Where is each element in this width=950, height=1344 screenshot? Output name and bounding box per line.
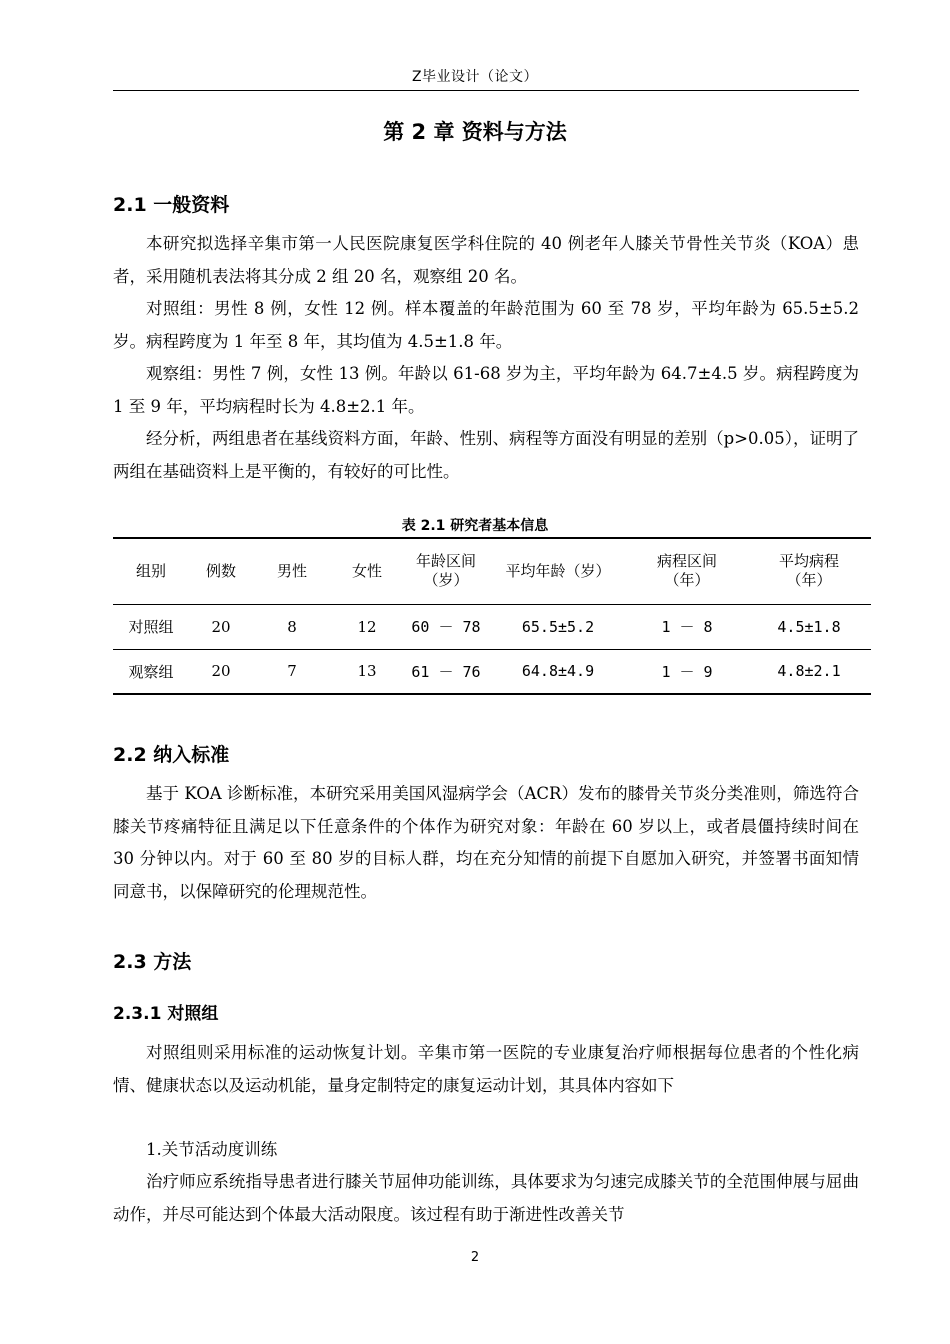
column-header: 病程区间 （年） bbox=[656, 552, 717, 590]
table-cell: 20 bbox=[211, 662, 231, 681]
section-heading-2-1: 2.1 一般资料 bbox=[113, 194, 230, 216]
running-header: Z毕业设计（论文） bbox=[411, 69, 539, 85]
subsection-heading-2-3-1: 2.3.1 对照组 bbox=[113, 1004, 219, 1024]
table-row bbox=[113, 604, 871, 649]
table-cell: 20 bbox=[211, 617, 231, 636]
subject-info-table bbox=[113, 537, 871, 695]
header-rule bbox=[113, 90, 859, 91]
table-cell: 4.5±1.8 bbox=[777, 617, 841, 636]
chapter-title: 第 2 章 资料与方法 bbox=[383, 120, 567, 144]
paragraph-control-method: 对照组则采用标准的运动恢复计划。辛集市第一医院的专业康复治疗师根据每位患者的个性化病情、健康状态以及运动机能，量身定制特定的康复运动计划，其具体内容如下 bbox=[113, 1043, 859, 1095]
column-header: 男性 bbox=[276, 561, 307, 580]
table-cell: 8 bbox=[287, 617, 297, 636]
paragraph-control-group: 对照组：男性 8 例，女性 12 例。样本覆盖的年龄范围为 60 至 78 岁，平均年龄为 65.5±5.2 岁。病程跨度为 1 年至 8 年，其均值为 4.5±1.8 年。 bbox=[113, 299, 859, 351]
column-header: 女性 bbox=[351, 561, 382, 580]
column-header: 平均病程 （年） bbox=[778, 552, 839, 590]
table-cell: 61 － 76 bbox=[411, 662, 481, 681]
section-heading-2-3: 2.3 方法 bbox=[113, 951, 192, 973]
paragraph-observation-group: 观察组：男性 7 例，女性 13 例。年龄以 61-68 岁为主，平均年龄为 64.7±4.5 岁。病程跨度为 1 至 9 年，平均病程时长为 4.8±2.1 年。 bbox=[113, 364, 859, 416]
column-header: 组别 bbox=[135, 561, 166, 580]
page-number: 2 bbox=[470, 1250, 480, 1265]
paragraph-joint-training: 治疗师应系统指导患者进行膝关节屈伸功能训练，具体要求为匀速完成膝关节的全范围伸展与屈曲动作，并尽可能达到个体最大活动限度。该过程有助于渐进性改善关节 bbox=[113, 1172, 859, 1224]
table-cell: 60 － 78 bbox=[411, 618, 481, 636]
table-cell: 13 bbox=[357, 662, 377, 681]
paragraph-baseline-analysis: 经分析，两组患者在基线资料方面，年龄、性别、病程等方面没有明显的差别（p>0.05），证明了两组在基础资料上是平衡的，有较好的可比性。 bbox=[113, 429, 859, 481]
table-cell: 12 bbox=[357, 617, 377, 636]
table-cell: 64.8±4.9 bbox=[521, 662, 595, 681]
column-header: 年龄区间 （岁） bbox=[415, 552, 476, 590]
table-cell: 1 － 9 bbox=[661, 662, 713, 681]
list-item-joint-training: 1.关节活动度训练 bbox=[146, 1140, 278, 1159]
table-cell: 1 － 8 bbox=[661, 618, 713, 636]
paragraph-inclusion-criteria: 基于 KOA 诊断标准，本研究采用美国风湿病学会（ACR）发布的膝骨关节炎分类准则，筛选符合膝关节疼痛特征且满足以下任意条件的个体作为研究对象：年龄在 60 岁以上，或者晨僵持续时间在 30 分钟以内。对于 60 至 80 岁的目标人群，均在充分知情的前提下自愿加入研究，并签署书面知情同意书，以保障研究的伦理规范性。 bbox=[113, 784, 859, 901]
table-row bbox=[113, 649, 871, 694]
column-header: 平均年龄（岁） bbox=[505, 561, 611, 580]
section-heading-2-2: 2.2 纳入标准 bbox=[113, 744, 230, 766]
table-cell: 观察组 bbox=[128, 662, 174, 681]
table-header-row bbox=[113, 538, 871, 604]
table-cell: 4.8±2.1 bbox=[777, 662, 841, 681]
table-cell: 7 bbox=[287, 662, 297, 681]
paragraph-study-subjects: 本研究拟选择辛集市第一人民医院康复医学科住院的 40 例老年人膝关节骨性关节炎（KOA）患者，采用随机表法将其分成 2 组 20 名，观察组 20 名。 bbox=[113, 234, 859, 286]
table-cell: 对照组 bbox=[128, 618, 174, 636]
table-cell: 65.5±5.2 bbox=[521, 617, 595, 636]
table-caption: 表 2.1 研究者基本信息 bbox=[401, 518, 549, 534]
column-header: 例数 bbox=[205, 561, 236, 580]
